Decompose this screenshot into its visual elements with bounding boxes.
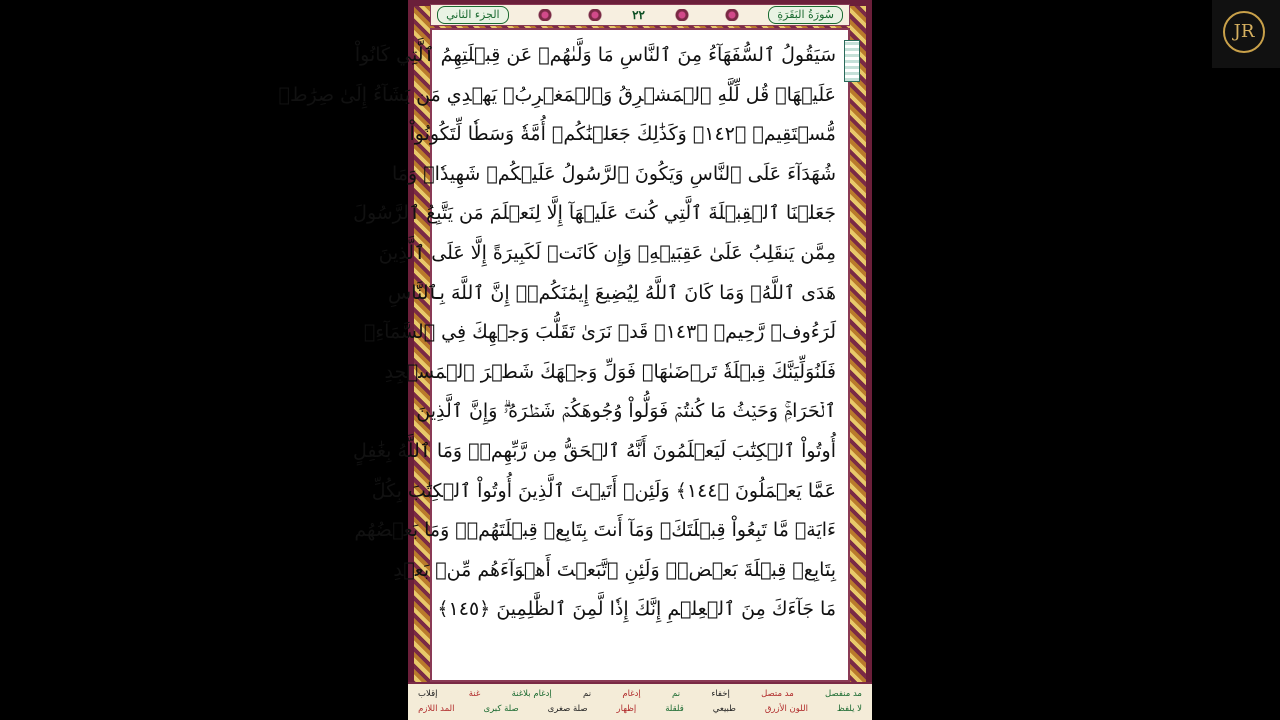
juz-name: الجزء الثاني: [437, 6, 509, 24]
channel-logo: [1212, 0, 1280, 68]
text-line: سَيَقُولُ ٱلسُّفَهَآءُ مِنَ ٱلنَّاسِ مَا وَلَّىٰهُمۡ عَن قِبۡلَتِهِمُ ٱلَّتِي كَانُواْ: [354, 44, 836, 66]
ornament-icon: [719, 9, 745, 21]
legend-item: مد منفصل: [825, 689, 862, 699]
text-line: ٱلۡحَرَامِۚ وَحَيۡثُ مَا كُنتُمۡ فَوَلُّواْ وُجُوهَكُمۡ شَطۡرَهُۥۗ وَإِنَّ ٱلَّذِينَ: [416, 400, 836, 423]
text-line: شُهَدَآءَ عَلَى ٱلنَّاسِ وَيَكُونَ ٱلرَّسُولُ عَلَيۡكُمۡ شَهِيدٗاۗ وَمَا: [392, 162, 836, 185]
text-line: عَمَّا يَعۡمَلُونَ ﴿١٤٤﴾ وَلَئِنۡ أَتَيۡتَ ٱلَّذِينَ أُوتُواْ ٱلۡكِتَٰبَ بِكُلِّ: [371, 479, 836, 502]
legend-item: المد اللازم: [418, 704, 455, 714]
page-header: [430, 4, 850, 26]
legend-item: لا يلفظ: [836, 704, 862, 714]
legend-item: إقلاب: [418, 689, 438, 699]
page-number: ٢٢: [632, 8, 645, 22]
text-line: عَلَيۡهَاۚ قُل لِّلَّهِ ٱلۡمَشۡرِقُ وَٱلۡمَغۡرِبُۚ يَهۡدِي مَن يَشَآءُ إِلَىٰ صِرَٰطٖ: [278, 83, 836, 106]
text-line: لَرَءُوفٞ رَّحِيمٞ ﴿١٤٣﴾ قَدۡ نَرَىٰ تَقَلُّبَ وَجۡهِكَ فِي ٱلسَّمَآءِۖ: [363, 321, 836, 344]
text-line: مَا جَآءَكَ مِنَ ٱلۡعِلۡمِ إِنَّكَ إِذٗا لَّمِنَ ٱلظَّٰلِمِينَ ﴿١٤٥﴾: [437, 598, 836, 621]
legend-item: إدغام بلاغنة: [511, 689, 552, 699]
legend-item: صلة صغرى: [547, 704, 588, 714]
legend-item: طبيعي: [712, 704, 736, 714]
mushaf-page: [278, 0, 872, 720]
text-line: جَعَلۡنَا ٱلۡقِبۡلَةَ ٱلَّتِي كُنتَ عَلَيۡهَآ إِلَّا لِنَعۡلَمَ مَن يَتَّبِعُ ٱلرَّسُولَ: [353, 202, 836, 225]
legend-item: إخفاء: [711, 689, 730, 699]
legend-item: إظهار: [616, 704, 637, 714]
surah-name: سُورَةُ البَقَرَةِ: [768, 6, 843, 24]
hizb-marker-icon: [844, 40, 860, 82]
text-line: مِمَّن يَنقَلِبُ عَلَىٰ عَقِبَيۡهِۚ وَإِن كَانَتۡ لَكَبِيرَةً إِلَّا عَلَى ٱلَّذِينَ: [378, 241, 836, 264]
text-line: مُّسۡتَقِيمٖ ﴿١٤٢﴾ وَكَذَٰلِكَ جَعَلۡنَٰكُمۡ أُمَّةٗ وَسَطٗا لِّتَكُونُواْ: [409, 123, 836, 146]
logo-mark: JR: [1223, 11, 1265, 53]
text-line: ءَايَةٖ مَّا تَبِعُواْ قِبۡلَتَكَۚ وَمَآ أَنتَ بِتَابِعٖ قِبۡلَتَهُمۡۚ وَمَا بَعۡضُهُم: [354, 519, 836, 542]
legend-item: مد متصل: [761, 689, 794, 699]
text-line: فَلَنُوَلِّيَنَّكَ قِبۡلَةٗ تَرۡضَىٰهَاۚ فَوَلِّ وَجۡهَكَ شَطۡرَ ٱلۡمَسۡجِدِ: [384, 360, 836, 383]
legend-row: [418, 702, 862, 717]
legend-item: نم: [583, 689, 592, 699]
text-line: بِتَابِعٖ قِبۡلَةَ بَعۡضٖۚ وَلَئِنِ ٱتَّبَعۡتَ أَهۡوَآءَهُم مِّنۢ بَعۡدِ: [393, 558, 836, 581]
text-line: أُوتُواْ ٱلۡكِتَٰبَ لَيَعۡلَمُونَ أَنَّهُ ٱلۡحَقُّ مِن رَّبِّهِمۡۗ وَمَا ٱللَّهُ بِغَٰفِلٍ: [352, 439, 836, 462]
ornament-icon: [669, 9, 695, 21]
legend-item: اللون الأزرق: [764, 704, 808, 714]
tajweed-legend: [408, 682, 872, 720]
legend-item: غنة: [468, 689, 481, 699]
text-line: هَدَى ٱللَّهُۗ وَمَا كَانَ ٱللَّهُ لِيُضِيعَ إِيمَٰنَكُمۡۚ إِنَّ ٱللَّهَ بِٱلنَّاسِ: [388, 281, 836, 304]
ornament-icon: [532, 9, 558, 21]
quran-text: [278, 32, 840, 674]
ornament-icon: [582, 9, 608, 21]
legend-row: [418, 687, 862, 702]
legend-item: نم: [672, 689, 681, 699]
legend-item: صلة كبرى: [483, 704, 519, 714]
legend-item: قلقلة: [665, 704, 684, 714]
legend-item: إدغام: [622, 689, 641, 699]
